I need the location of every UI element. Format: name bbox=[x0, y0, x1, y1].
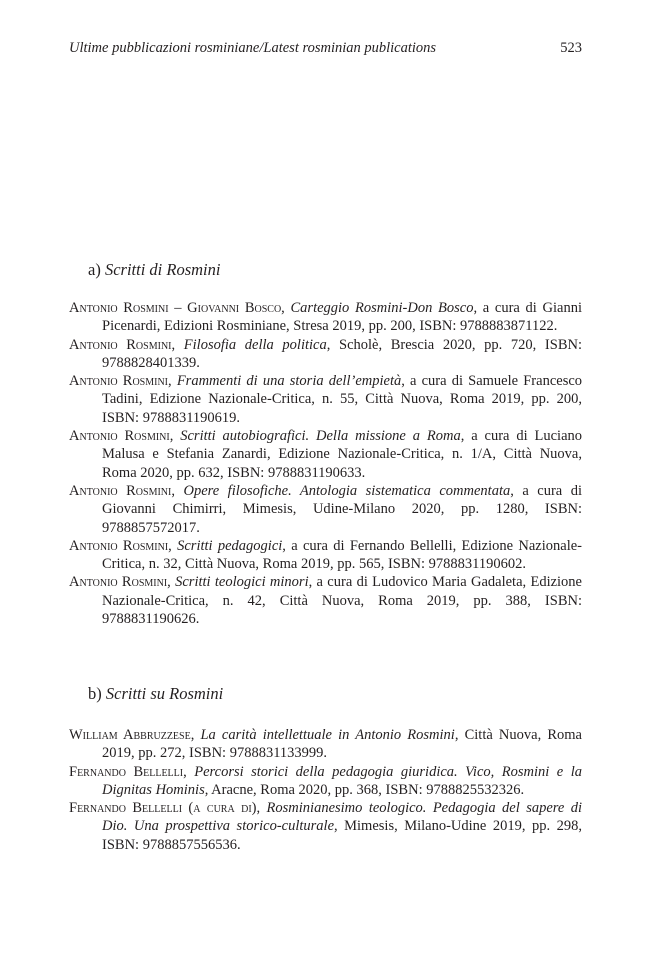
running-title: Ultime pubblicazioni rosminiane/Latest rosminian publications bbox=[69, 40, 437, 56]
entry-details: , a cura di Ludovico Maria Gadaleta, Edizione Nazionale-Critica, n. 42, Città Nuova, Roma 2019, pp. 388, ISBN: 9788831190626. bbox=[102, 574, 582, 628]
entry-author: Antonio Rosmini bbox=[69, 574, 168, 591]
bibliography-entry: Antonio Rosmini, Filosofia della politica, Scholè, Brescia 2020, pp. 720, ISBN: 9788828401339. bbox=[69, 336, 582, 371]
entry-title: Frammenti di una storia dell’empietà bbox=[176, 373, 402, 390]
entry-author: Antonio Rosmini bbox=[69, 373, 169, 390]
entry-details: , Città Nuova, Roma 2019, pp. 272, ISBN: 9788831133999. bbox=[102, 727, 582, 762]
entry-title: Percorsi storici della pedagogia giuridica. Vico, Rosmini e la Dignitas Hominis bbox=[102, 763, 582, 798]
entry-title: Carteggio Rosmini-Don Bosco bbox=[290, 300, 474, 316]
entry-author: William Abbruzzese bbox=[69, 727, 191, 743]
section-heading-scritti-di-rosmini bbox=[88, 259, 220, 281]
bibliography-entry: Fernando Bellelli (a cura di), Rosminianesimo teologico. Pedagogia del sapere di Dio. Una prospettiva storico-culturale, Mimesis, Milano-Udine 2019, pp. 298, ISBN: 9788857556536. bbox=[69, 800, 583, 853]
entry-author: Antonio Rosmini bbox=[69, 336, 172, 353]
entry-details: , a cura di Gianni Picenardi, Edizioni Rosminiane, Stresa 2019, pp. 200, ISBN: 9788883871122. bbox=[102, 300, 582, 335]
entry-details: , a cura di Fernando Bellelli, Edizione Nazionale-Critica, n. 32, Città Nuova, Roma 2019, pp. 565, ISBN: 9788831190602. bbox=[102, 537, 582, 573]
entry-author: Antonio Rosmini – Giovanni Bosco bbox=[69, 300, 282, 316]
entry-details: , Mimesis, Milano-Udine 2019, pp. 298, ISBN: 9788857556536. bbox=[102, 818, 582, 853]
entry-title: Scritti teologici minori bbox=[175, 574, 309, 591]
bibliography-entry: Antonio Rosmini, Scritti autobiografici. Della missione a Roma, a cura di Luciano Malusa e Stefania Zanardi, Edizione Nazionale-Critica, n. 1/A, Città Nuova, Roma 2020, pp. 632, ISBN: 9788831190633. bbox=[69, 428, 582, 481]
entry-details: , Scholè, Brescia 2020, pp. 720, ISBN: 9788828401339. bbox=[102, 336, 582, 371]
entry-title: La carità intellettuale in Antonio Rosmini bbox=[200, 727, 455, 743]
section-label: a) bbox=[88, 260, 101, 279]
bibliography-entry: William Abbruzzese, La carità intellettuale in Antonio Rosmini, Città Nuova, Roma 2019, pp. 272, ISBN: 9788831133999. bbox=[69, 727, 582, 762]
entry-title: Rosminianesimo teologico. Pedagogia del sapere di Dio. Una prospettiva storico-culturale bbox=[102, 800, 583, 835]
entry-title: Scritti autobiografici. Della missione a Roma bbox=[180, 428, 461, 445]
entry-author: Fernando Bellelli bbox=[69, 763, 184, 780]
section-title: Scritti di Rosmini bbox=[104, 260, 221, 279]
entry-author: Antonio Rosmini bbox=[69, 537, 169, 554]
entry-author: Antonio Rosmini bbox=[69, 428, 170, 445]
bibliography-entry: Antonio Rosmini, Opere filosofiche. Antologia sistematica commentata, a cura di Giovanni Chimirri, Mimesis, Udine-Milano 2020, pp. 1280, ISBN: 9788857572017. bbox=[69, 482, 582, 536]
section-title: Scritti su Rosmini bbox=[105, 684, 224, 703]
bibliography-list-scritti-su-rosmini bbox=[69, 726, 582, 854]
entry-author: Antonio Rosmini bbox=[69, 482, 172, 499]
entry-details: , a cura di Giovanni Chimirri, Mimesis, Udine-Milano 2020, pp. 1280, ISBN: 9788857572017. bbox=[102, 482, 582, 536]
entry-title: Scritti pedagogici bbox=[177, 537, 283, 554]
entry-details: , a cura di Luciano Malusa e Stefania Zanardi, Edizione Nazionale-Critica, n. 1/A, Città Nuova, Roma 2020, pp. 632, ISBN: 9788831190633. bbox=[102, 428, 582, 481]
entry-author: Fernando Bellelli (a cura di) bbox=[69, 800, 257, 817]
entry-details: , Aracne, Roma 2020, pp. 368, ISBN: 9788825532326. bbox=[204, 781, 525, 798]
bibliography-entry: Antonio Rosmini, Frammenti di una storia dell’empietà, a cura di Samuele Francesco Tadini, Edizione Nazionale-Critica, n. 55, Città Nuova, Roma 2019, pp. 200, ISBN: 9788831190619. bbox=[69, 373, 583, 426]
bibliography-entry: Antonio Rosmini, Scritti pedagogici, a cura di Fernando Bellelli, Edizione Nazionale-Critica, n. 32, Città Nuova, Roma 2019, pp. 565, ISBN: 9788831190602. bbox=[69, 537, 582, 573]
bibliography-list-scritti-di-rosmini bbox=[69, 299, 582, 628]
bibliography-entry: Fernando Bellelli, Percorsi storici della pedagogia giuridica. Vico, Rosmini e la Dignitas Hominis, Aracne, Roma 2020, pp. 368, ISBN: 9788825532326. bbox=[69, 763, 582, 798]
bibliography-entry: Antonio Rosmini – Giovanni Bosco, Carteggio Rosmini-Don Bosco, a cura di Gianni Picenardi, Edizioni Rosminiane, Stresa 2019, pp. 200, ISBN: 9788883871122. bbox=[69, 300, 582, 335]
running-header bbox=[69, 38, 582, 58]
entry-details: , a cura di Samuele Francesco Tadini, Edizione Nazionale-Critica, n. 55, Città Nuova, Roma 2019, pp. 200, ISBN: 9788831190619. bbox=[102, 373, 583, 426]
page-number: 523 bbox=[560, 40, 582, 56]
bibliography-entry: Antonio Rosmini, Scritti teologici minori, a cura di Ludovico Maria Gadaleta, Edizione Nazionale-Critica, n. 42, Città Nuova, Roma 2019, pp. 388, ISBN: 9788831190626. bbox=[69, 574, 582, 628]
section-label: b) bbox=[88, 684, 102, 703]
entry-title: Opere filosofiche. Antologia sistematica commentata bbox=[183, 482, 511, 499]
entry-title: Filosofia della politica bbox=[183, 336, 327, 353]
section-heading-scritti-su-rosmini bbox=[88, 683, 223, 705]
